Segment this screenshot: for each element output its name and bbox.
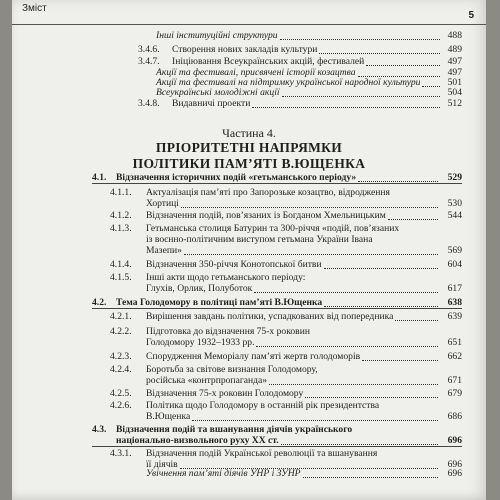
running-header-page-number: 5	[468, 10, 474, 21]
toc-entry-page: 696	[447, 468, 462, 479]
toc-entry-title: Інші інституційні структури	[156, 30, 278, 41]
toc-entry-number: 4.2.5.	[110, 388, 132, 399]
toc-leader-dots	[280, 31, 440, 40]
toc-leader-dots	[303, 469, 438, 478]
toc-entry-page: 639	[447, 311, 462, 322]
toc-leader-dots	[256, 338, 438, 347]
toc-entry-number: 4.3.	[92, 424, 107, 435]
toc-entry-title-line: Підготовка до відзначення 75-х роковин	[146, 326, 310, 337]
toc-entry-number: 3.4.8.	[138, 98, 160, 109]
toc-entry-title-line: В.Ющенка	[146, 411, 191, 423]
toc-entry-page: 696	[447, 459, 462, 471]
toc-entry-number: 3.4.6.	[138, 44, 160, 55]
toc-leader-dots	[395, 312, 438, 321]
toc-entry-page: 617	[447, 283, 462, 295]
toc-entry-page: 529	[447, 172, 462, 183]
toc-entry-title: Всеукраїнські молодіжні акції	[156, 87, 280, 98]
toc-entry-number: 4.2.	[92, 297, 107, 308]
book-page	[12, 0, 486, 500]
toc-entry-title-line: Тема Голодомору в політиці пам’яті В.Ющенка	[116, 297, 323, 308]
toc-entry-number: 4.2.2.	[110, 326, 132, 337]
toc-entry-title: Акції та фестивалі, присвячені історії козацтва	[156, 67, 356, 78]
toc-leader-dots	[358, 173, 438, 182]
toc-leader-dots	[358, 68, 440, 77]
part-title-line-1: ПРІОРИТЕТНІ НАПРЯМКИ	[155, 140, 343, 155]
toc-entry-title-line: Спорудження Меморіалу пам’яті жертв голодоморів	[146, 351, 361, 362]
toc-leader-dots	[366, 57, 440, 66]
toc-entry-title-line: російська «контрпропаганда»	[146, 375, 268, 387]
toc-entry-number: 4.1.	[92, 172, 107, 183]
toc-entry-title-line: Відзначення історичних подій «гетьманського періоду»	[116, 172, 357, 183]
toc-entry-number: 4.2.1.	[110, 311, 132, 322]
toc-entry-title-line: Гетьманська столиця Батурин та 300-річчя «подій, пов’язаних	[146, 223, 400, 234]
toc-entry-title-line: Відзначення подій та вшанування діячів українського	[116, 424, 353, 435]
toc-leader-dots	[362, 352, 438, 361]
toc-entry-number: 4.2.3.	[110, 351, 132, 362]
toc-entry-title-line: Відзначення 350-річчя Конотопської битви	[146, 259, 322, 270]
toc-entry-page: 501	[447, 77, 462, 88]
section-heading-rule	[92, 308, 462, 309]
toc-entry-page: 569	[447, 245, 462, 257]
toc-entry-page: 686	[447, 411, 462, 423]
toc-entry-number: 4.1.4.	[110, 259, 132, 270]
toc-leader-dots	[319, 45, 440, 54]
toc-leader-dots	[305, 389, 438, 398]
toc-entry-number: 4.3.1.	[110, 448, 132, 459]
toc-entry-title-line: Актуалізація пам’яті про Запорозьке козацтво, відродження	[146, 187, 390, 198]
toc-leader-dots	[181, 199, 438, 208]
toc-entry-page: 497	[447, 67, 462, 78]
toc-entry-title-line: Глухів, Орлик, Полуботок	[146, 283, 253, 295]
toc-entry-title-line: Мазепи»	[146, 245, 182, 257]
toc-leader-dots	[252, 99, 440, 108]
toc-entry-title-line: національно-визвольного руху XX ст.	[116, 435, 279, 447]
toc-entry-title-line: Відзначення 75-х роковин Голодомору	[146, 388, 304, 399]
toc-entry-title: Ініціювання Всеукраїнських акцій, фестивалей	[172, 56, 365, 67]
toc-entry-title-line: Голодомору 1932–1933 рр.	[146, 337, 255, 349]
part-title-line-2: ПОЛІТИКИ ПАМ’ЯТІ В.ЮЩЕНКА	[132, 156, 366, 171]
toc-entry-title-line: Відзначення подій Української революції та вшанування	[146, 448, 378, 459]
toc-entry-title-line: Хортиці	[146, 198, 179, 210]
toc-entry-title-line: Увічнення пам’яті діячів УНР і ЗУНР	[146, 468, 301, 479]
toc-entry-title-line: із воєнно-політичним виступом гетьмана України Івана	[146, 234, 373, 246]
toc-entry-number: 4.1.2.	[110, 210, 132, 221]
toc-entry-page: 679	[447, 388, 462, 399]
toc-leader-dots	[184, 246, 438, 255]
toc-entry-page: 696	[447, 435, 462, 447]
toc-entry-title-line: Відзначення подій, пов’язаних із Богданом Хмельницьким	[146, 210, 386, 221]
toc-leader-dots	[269, 376, 438, 385]
toc-entry-title-line: її діячів	[146, 459, 178, 471]
toc-entry-number: 4.2.4.	[110, 364, 132, 375]
toc-leader-dots	[254, 284, 438, 293]
toc-entry-title-line: Вирішення завдань політики, успадкованих від попередника	[146, 311, 394, 322]
part-number: Частина 4.	[222, 126, 276, 140]
toc-entry-number: 4.1.1.	[110, 187, 132, 198]
toc-leader-dots	[281, 436, 438, 445]
toc-entry-number: 4.2.6.	[110, 400, 132, 411]
toc-entry-page: 662	[447, 351, 462, 362]
toc-leader-dots	[192, 412, 438, 421]
toc-leader-dots	[282, 88, 440, 97]
toc-entry-title-line: Політика щодо Голодомору в останній рік президентства	[146, 400, 380, 411]
toc-leader-dots	[324, 298, 438, 307]
toc-entry-page: 671	[447, 375, 462, 387]
toc-leader-dots	[422, 78, 440, 87]
toc-entry-number: 3.4.7.	[138, 56, 160, 67]
running-header-title: Зміст	[22, 3, 47, 14]
toc-entry-page: 504	[447, 87, 462, 98]
toc-entry-page: 544	[447, 210, 462, 221]
toc-entry-page: 488	[447, 30, 462, 41]
running-header	[12, 0, 486, 25]
toc-entry-title-line: Боротьба за світове визнання Голодомору,	[146, 364, 318, 375]
toc-entry-title: Акції та фестивалі на підтримку української народної культури	[156, 77, 421, 88]
section-heading-rule	[92, 183, 462, 184]
toc-leader-dots	[324, 260, 438, 269]
toc-entry-number: 4.1.5.	[110, 272, 132, 283]
toc-entry-page: 638	[447, 297, 462, 308]
toc-entry-title: Створення нових закладів культури	[172, 44, 318, 55]
toc-entry-page: 530	[447, 198, 462, 210]
toc-entry-page: 489	[447, 44, 462, 55]
toc-entry-page: 497	[447, 56, 462, 67]
toc-entry-number: 4.1.3.	[110, 223, 132, 234]
toc-entry-page: 651	[447, 337, 462, 349]
toc-entry-page: 512	[447, 98, 462, 109]
toc-entry-title-line: Інші акти щодо гетьманського періоду:	[146, 272, 306, 283]
toc-leader-dots	[388, 211, 438, 220]
toc-entry-page: 604	[447, 259, 462, 270]
toc-entry-title: Видавничі проекти	[172, 98, 251, 109]
